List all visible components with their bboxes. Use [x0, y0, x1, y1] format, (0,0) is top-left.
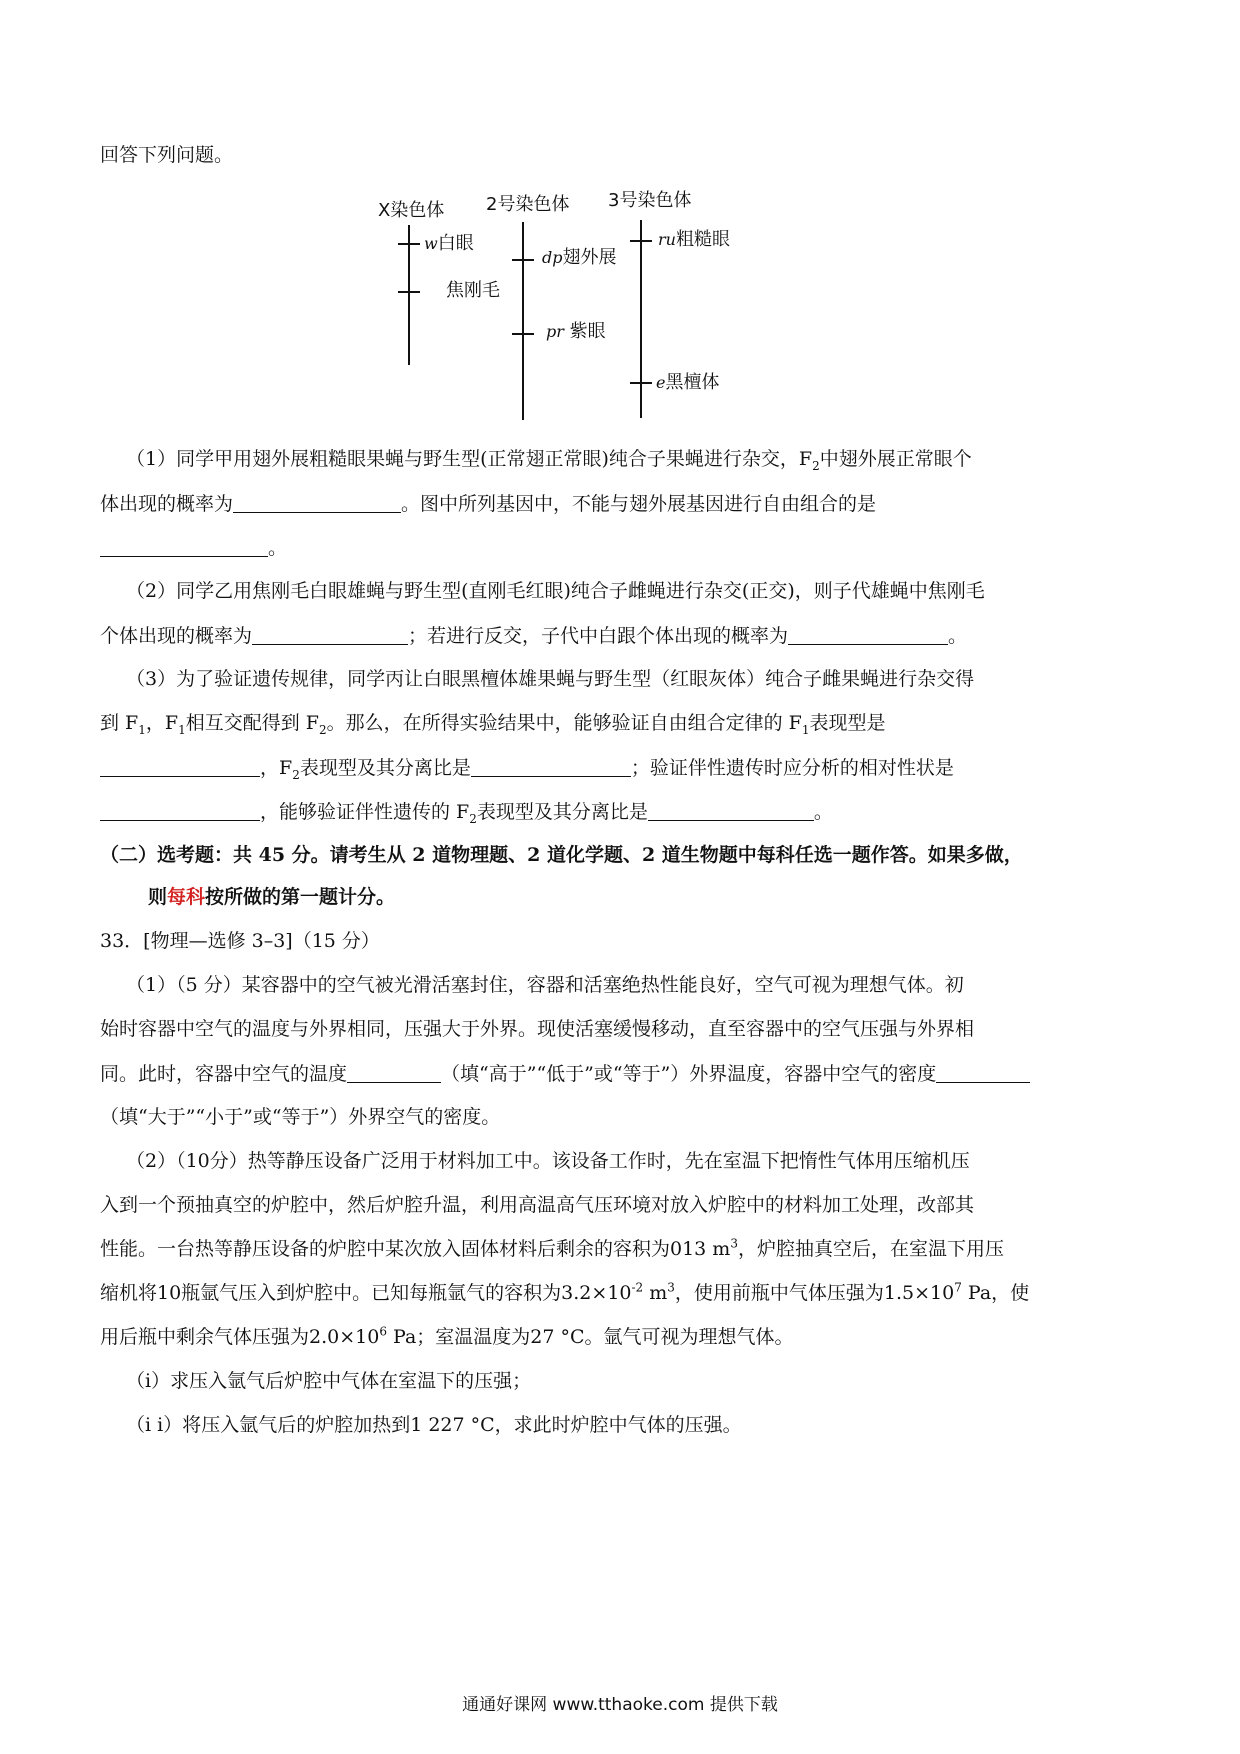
q2-line-1: （2）同学乙用焦刚毛白眼雄蝇与野生型(直刚毛红眼)纯合子雌蝇进行杂交(正交)，则子代雄蝇中焦刚毛 [126, 580, 985, 602]
chrom-3-tick-2 [630, 382, 652, 384]
q33-p2-line-5: 用后瓶中剩余气体压强为$2.0\times 10^6$ Pa；室温温度为27 °C。氩气可视为理想气体。 [100, 1324, 794, 1348]
q33-p2-line-3: 性能。一台热等静压设备的炉腔中某次放入固体材料后剩余的容积为013 $m^3$，炉腔抽真空后，在室温下用压 [100, 1236, 1004, 1260]
gene-ebony-label: e黑檀体 [656, 372, 720, 393]
q3-answer-blank-2[interactable] [471, 758, 631, 777]
q33-p1-line-1: （1）（5 分）某容器中的空气被光滑活塞封住，容器和活塞绝热性能良好，空气可视为理想气体。初 [126, 974, 964, 996]
section2-line-1: （二）选考题：共 45 分。请考生从 2 道物理题、2 道化学题、2 道生物题中每科任选一题作答。如果多做， [100, 844, 1023, 866]
chrom-x-label: X染色体 [378, 200, 445, 221]
q33-p1-line-3: 同。此时，容器中空气的温度 （填“高于”“低于”或“等于”）外界温度，容器中空气的密度 [100, 1064, 1030, 1084]
q33-p1-answer-blank-2[interactable] [936, 1064, 1030, 1083]
chrom-2-tick-1 [512, 259, 534, 261]
q3-answer-blank-3[interactable] [100, 802, 260, 821]
q1-line-1: （1）同学甲用翅外展粗糙眼果蝇与野生型(正常翅正常眼)纯合子果蝇进行杂交，$F_2$中翅外展正常眼个 [126, 448, 972, 473]
q1-line-2: 体出现的概率为 。图中所列基因中，不能与翅外展基因进行自由组合的是 [100, 493, 877, 515]
chrom-3-label: 3号染色体 [608, 190, 692, 211]
q33-p2-line-2: 入到一个预抽真空的炉腔中，然后炉腔升温，利用高温高气压环境对放入炉腔中的材料加工处理，改部其 [100, 1194, 975, 1216]
chromosome-diagram [378, 190, 840, 480]
q3-line-4: ，能够验证伴性遗传的 $F_2$表现型及其分离比是 。 [100, 802, 833, 822]
q33-title: 33．[物理—选修 3–3]（15 分） [100, 930, 380, 952]
q3-line-3: ，$F_2$表现型及其分离比是 ；验证伴性遗传时应分析的相对性状是 [100, 758, 954, 778]
q3-line-2: 到 $F_1$，$F_1$相互交配得到 $F_2$。那么，在所得实验结果中，能够验证自由组合定律的 $F_1$表现型是 [100, 712, 886, 737]
q1-answer-blank-1[interactable] [233, 494, 401, 513]
chrom-2-line [522, 222, 524, 420]
q33-p1-line-4: （填“大于”“小于”或“等于”）外界空气的密度。 [100, 1106, 501, 1128]
page-footer: 通通好课网 www.tthaoke.com 提供下载 [462, 1695, 778, 1715]
intro-text: 回答下列问题。 [100, 144, 234, 166]
gene-dumpy-label: dp翅外展 [542, 247, 617, 268]
q2-line-2: 个体出现的概率为 ；若进行反交，子代中白跟个体出现的概率为 。 [100, 625, 968, 647]
chrom-3-line [640, 220, 642, 418]
q2-answer-blank-1[interactable] [252, 626, 408, 645]
gene-white-eye-label: w白眼 [424, 233, 474, 254]
q33-p1-line-2: 始时容器中空气的温度与外界相同，压强大于外界。现使活塞缓慢移动，直至容器中的空气压强与外界相 [100, 1018, 975, 1040]
q2-answer-blank-2[interactable] [788, 626, 948, 645]
q33-p2-line-4: 缩机将10瓶氩气压入到炉腔中。已知每瓶氩气的容积为$3.2\times 10^{-2}$ $m^3$，使用前瓶中气体压强为$1.5\times 10^7$ Pa，使 [100, 1280, 1030, 1304]
chrom-3-tick-1 [630, 240, 652, 242]
gene-scorched-bristle-label: 焦刚毛 [446, 280, 500, 301]
q3-line-1: （3）为了验证遗传规律，同学丙让白眼黑檀体雄果蝇与野生型（红眼灰体）纯合子雌果蝇进行杂交得 [126, 668, 975, 690]
chrom-x-tick-2 [398, 291, 420, 293]
q33-sub-i: （i）求压入氩气后炉腔中气体在室温下的压强； [126, 1370, 532, 1392]
chrom-x-tick-1 [398, 243, 420, 245]
gene-rough-eye-label: ru粗糙眼 [658, 229, 730, 250]
q3-answer-blank-1[interactable] [100, 758, 260, 777]
q33-p2-line-1: （2）（10分）热等静压设备广泛用于材料加工中。该设备工作时，先在室温下把惰性气体用压缩机压 [126, 1150, 970, 1172]
q1-line-3: 。 [100, 538, 287, 558]
section2-line-2: 则每科按所做的第一题计分。 [148, 886, 396, 908]
chrom-2-tick-2 [512, 333, 534, 335]
q1-answer-blank-2[interactable] [100, 538, 268, 557]
chrom-2-label: 2号染色体 [486, 194, 570, 215]
q33-sub-ii: （i i）将压入氩气后的炉腔加热到1 227 °C，求此时炉腔中气体的压强。 [126, 1414, 742, 1436]
chrom-x-line [408, 225, 410, 365]
gene-purple-eye-label: pr 紫眼 [546, 321, 606, 342]
q3-answer-blank-4[interactable] [648, 802, 814, 821]
q33-p1-answer-blank-1[interactable] [347, 1064, 441, 1083]
